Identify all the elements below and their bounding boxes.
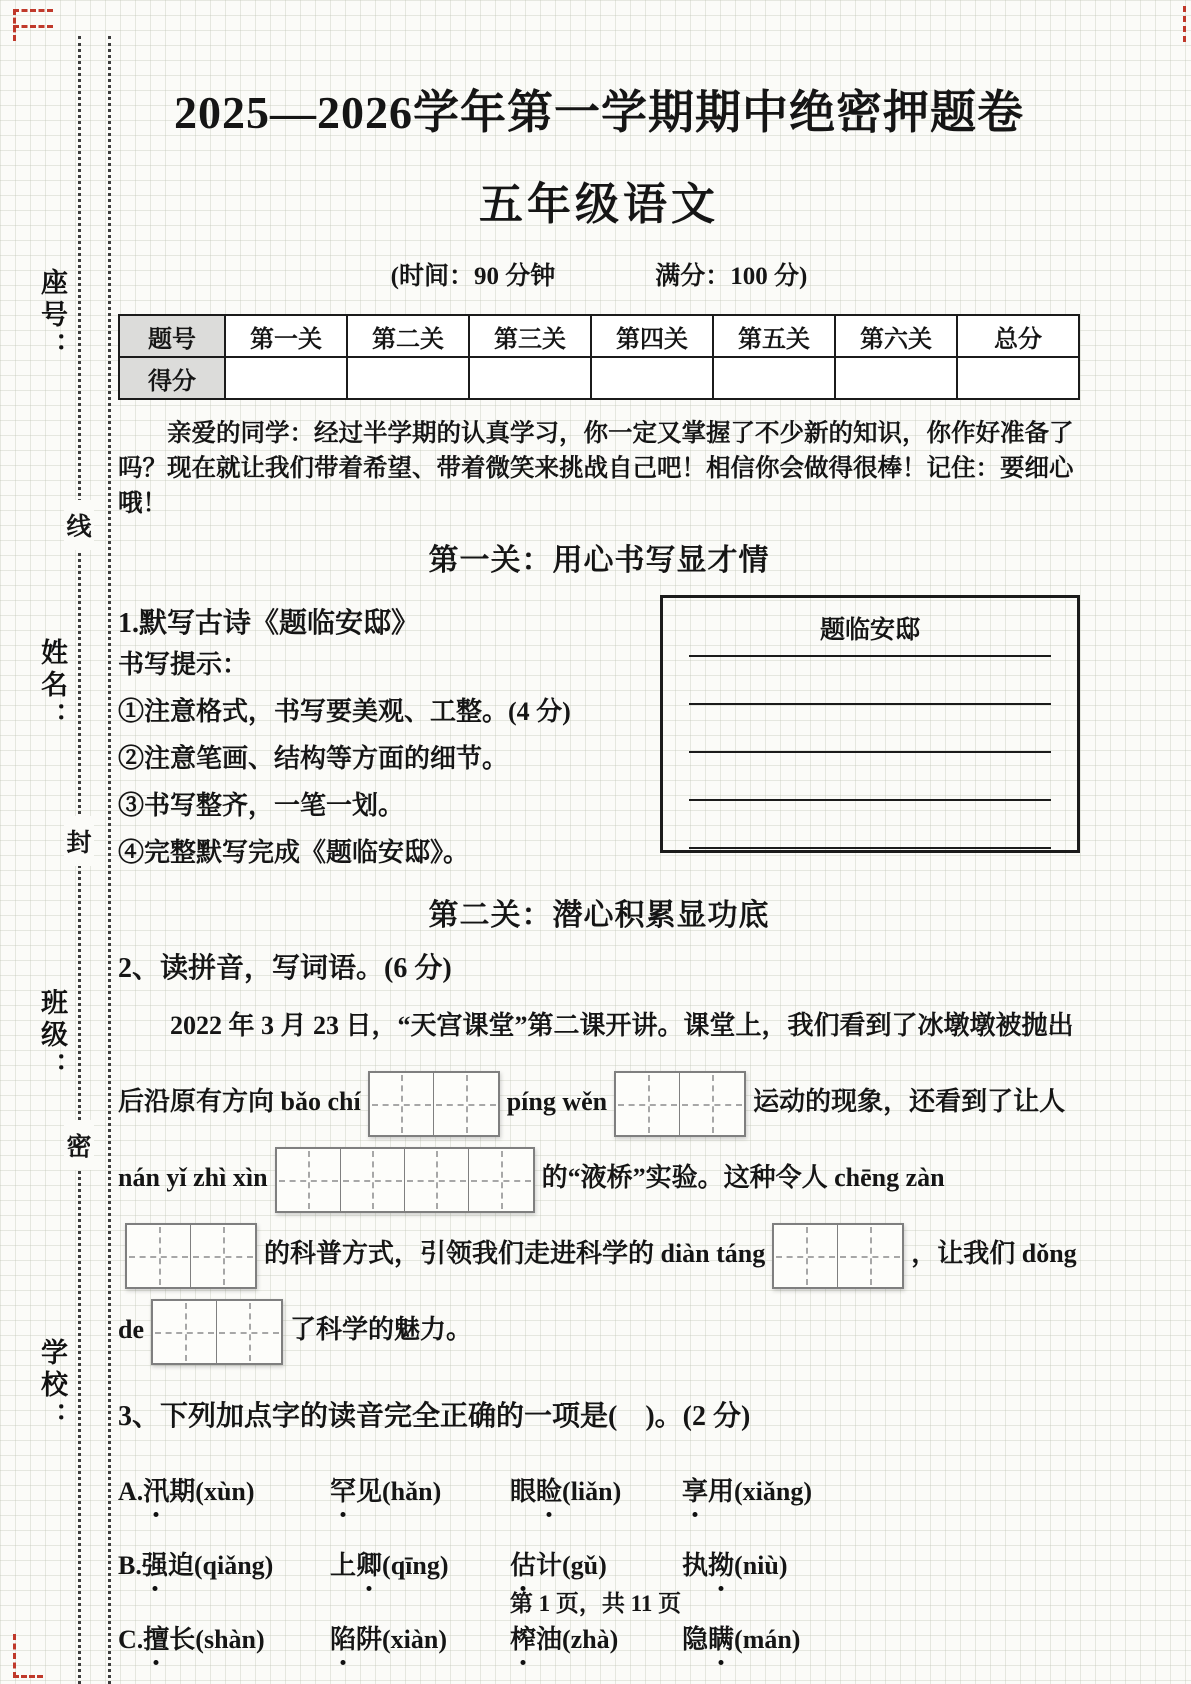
- writing-grid-cell: [370, 1073, 434, 1135]
- score-table-header-cell: 第六关: [835, 315, 957, 357]
- pinyin-answer-box: [614, 1071, 746, 1137]
- q3-item-rest: 见(hǎn): [356, 1477, 442, 1506]
- q1-tip-line: ②注意笔画、结构等方面的细节。: [118, 744, 509, 773]
- q3-emphasized-char: 卿: [356, 1545, 382, 1582]
- q3-title: 3、下列加点字的读音完全正确的一项是( )。(2 分): [118, 1401, 751, 1432]
- q3-item-prefix: C.: [118, 1625, 144, 1654]
- q3-option-item: [510, 1619, 682, 1656]
- q1-tip-line: ①注意格式，书写要美观、工整。(4 分): [118, 697, 571, 726]
- score-table: [118, 314, 1080, 400]
- q3-item-rest: (niù): [734, 1551, 788, 1580]
- q2-title: 2、读拼音，写词语。(6 分): [118, 953, 452, 984]
- q3-emphasized-char: 擅: [143, 1619, 169, 1656]
- q2-paragraph: [118, 988, 1080, 1368]
- score-table-header-cell: 总分: [957, 315, 1079, 357]
- writing-rule-line: [689, 753, 1051, 801]
- q3-emphasized-char: 享: [682, 1471, 708, 1508]
- q3-item-rest: 长(shàn): [169, 1625, 265, 1654]
- q3-option-item: [118, 1545, 330, 1582]
- exam-meta-line: (时间：90 分钟 满分：100 分): [390, 263, 808, 290]
- q2-text-segment: 的“液桥”实验。这种令人 chēng zàn: [541, 1163, 945, 1192]
- score-table-header-cell: 第四关: [591, 315, 713, 357]
- pinyin-answer-box: [772, 1223, 904, 1289]
- q3-option-row: [118, 1619, 1080, 1656]
- q1-tip-line: ④完整默写完成《题临安邸》。: [118, 838, 470, 867]
- q3-option-item: [682, 1471, 812, 1508]
- q3-item-prefix: A.: [118, 1477, 144, 1506]
- intro-paragraph: 亲爱的同学：经过半学期的认真学习，你一定又掌握了不少新的知识，你作好准备了吗？现在就让我们带着希望、带着微笑来挑战自己吧！相信你会做得很棒！记住：要细心哦！: [118, 420, 1074, 517]
- binding-label: 座号：: [37, 268, 67, 364]
- exam-content: [118, 58, 1080, 1656]
- q3-option-item: [682, 1545, 788, 1582]
- q3-option-item: [682, 1619, 800, 1656]
- q3-item-prefix: 上: [330, 1551, 357, 1580]
- q2-text-segment: 了科学的魅力。: [290, 1315, 473, 1344]
- binding-label: 姓名：: [37, 638, 67, 734]
- writing-grid-cell: [277, 1149, 341, 1211]
- seal-line-char: 封: [64, 816, 94, 866]
- seal-line-char: 线: [64, 500, 94, 550]
- score-table-header-cell: 第一关: [225, 315, 347, 357]
- q2-text-segment: 的科普方式，引领我们走进科学的 diàn táng: [264, 1239, 766, 1268]
- writing-grid-cell: [217, 1301, 281, 1363]
- score-empty-cell: [713, 357, 835, 399]
- q3-item-prefix: 隐: [682, 1625, 709, 1654]
- page-footer: 第 1 页，共 11 页: [509, 1591, 682, 1616]
- q3-item-rest: 阱(xiàn): [356, 1625, 448, 1654]
- exam-subtitle: 五年级语文: [479, 180, 719, 229]
- q2-text-segment: ，让我们 dǒng de: [118, 1239, 1077, 1344]
- pinyin-answer-box: [368, 1071, 500, 1137]
- registration-mark: [13, 9, 53, 12]
- section2-heading: 第二关：潜心积累显功底: [428, 899, 770, 932]
- score-empty-cell: [957, 357, 1079, 399]
- q3-item-rest: (liǎn): [562, 1477, 622, 1506]
- q3-option-item: [118, 1619, 330, 1656]
- q3-emphasized-char: 睑: [536, 1471, 562, 1508]
- score-empty-cell: [591, 357, 713, 399]
- registration-mark: [1183, 6, 1186, 42]
- score-empty-cell: [347, 357, 469, 399]
- pinyin-answer-box: [125, 1223, 257, 1289]
- registration-mark: [13, 1675, 43, 1678]
- q3-option-item: [510, 1545, 682, 1582]
- question-1-block: [118, 589, 1080, 876]
- binding-dotted-line: [108, 36, 111, 1684]
- q3-option-item: [330, 1619, 510, 1656]
- q3-emphasized-char: 拗: [708, 1545, 734, 1582]
- q1-left-column: [118, 589, 646, 876]
- score-table-score-row: [119, 357, 1079, 399]
- q3-item-rest: 计(gǔ): [536, 1551, 607, 1580]
- writing-grid-cell: [469, 1149, 533, 1211]
- q1-tips-label: 书写提示：: [118, 650, 249, 679]
- writing-grid-cell: [680, 1073, 744, 1135]
- q3-emphasized-char: 估: [510, 1545, 536, 1582]
- q2-text-segment: 运动的现象，还看到了让人 nán yǐ zhì xìn: [118, 1087, 1066, 1192]
- score-table-header-cell: 题号: [119, 315, 225, 357]
- q3-option-row: [118, 1471, 1080, 1508]
- binding-label: 班级：: [37, 988, 67, 1084]
- q3-emphasized-char: 强: [142, 1545, 168, 1582]
- q3-option-item: [118, 1471, 330, 1508]
- writing-grid-cell: [405, 1149, 469, 1211]
- q3-item-rest: (qīng): [382, 1551, 449, 1580]
- writing-grid-cell: [127, 1225, 191, 1287]
- q3-option-item: [510, 1471, 682, 1508]
- score-table-header-cell: 第三关: [469, 315, 591, 357]
- writing-grid-cell: [191, 1225, 255, 1287]
- q3-option-item: [330, 1471, 510, 1508]
- q3-emphasized-char: 陷: [330, 1619, 356, 1656]
- q1-title: 1.默写古诗《题临安邸》: [118, 608, 420, 639]
- binding-label: 学校：: [37, 1338, 67, 1434]
- writing-grid-cell: [838, 1225, 902, 1287]
- q3-item-prefix: 眼: [510, 1477, 537, 1506]
- writing-grid-cell: [434, 1073, 498, 1135]
- score-empty-cell: [835, 357, 957, 399]
- q3-item-prefix: 执: [682, 1551, 709, 1580]
- registration-mark: [13, 25, 53, 28]
- score-table-header-cell: 第五关: [713, 315, 835, 357]
- registration-mark: [13, 1634, 16, 1678]
- exam-title: 2025—2026学年第一学期期中绝密押题卷: [174, 87, 1024, 138]
- poem-box-title: 题临安邸: [689, 610, 1051, 657]
- seal-line-char: 密: [64, 1120, 94, 1170]
- q3-item-rest: 油(zhà): [536, 1625, 619, 1654]
- q3-emphasized-char: 汛: [143, 1471, 169, 1508]
- score-table-header-cell: 第二关: [347, 315, 469, 357]
- section1-heading: 第一关：用心书写显才情: [428, 544, 770, 577]
- score-empty-cell: [469, 357, 591, 399]
- q3-item-rest: (mán): [734, 1625, 801, 1654]
- writing-grid-cell: [774, 1225, 838, 1287]
- q3-item-rest: 迫(qiǎng): [167, 1551, 274, 1580]
- writing-rule-line: [689, 657, 1051, 705]
- writing-rule-line: [689, 705, 1051, 753]
- score-table-header-row: [119, 315, 1079, 357]
- writing-rule-line: [689, 801, 1051, 849]
- q3-item-rest: 用(xiǎng): [708, 1477, 813, 1506]
- q3-option-row: [118, 1545, 1080, 1582]
- q3-item-prefix: B.: [118, 1551, 142, 1580]
- pinyin-answer-box: [275, 1147, 535, 1213]
- q3-emphasized-char: 罕: [330, 1471, 356, 1508]
- registration-mark: [13, 9, 16, 41]
- writing-grid-cell: [616, 1073, 680, 1135]
- q2-text-segment: 2022 年 3 月 23 日，“天宫课堂”第二课开讲。课堂上，我们看到了冰墩墩被抛出后沿原有方向 bǎo chí: [118, 1011, 1074, 1116]
- score-row-label: 得分: [119, 357, 225, 399]
- writing-grid-cell: [341, 1149, 405, 1211]
- q1-tip-line: ③书写整齐，一笔一划。: [118, 791, 405, 820]
- writing-grid-cell: [153, 1301, 217, 1363]
- score-empty-cell: [225, 357, 347, 399]
- q3-item-rest: 期(xùn): [169, 1477, 255, 1506]
- poem-writing-box: [660, 595, 1080, 853]
- q3-emphasized-char: 榨: [510, 1619, 536, 1656]
- pinyin-answer-box: [151, 1299, 283, 1365]
- q3-options-list: [118, 1471, 1080, 1656]
- q3-option-item: [330, 1545, 510, 1582]
- q1-tips-list: [118, 688, 646, 876]
- q3-emphasized-char: 瞒: [708, 1619, 734, 1656]
- q2-text-segment: píng wěn: [506, 1087, 608, 1116]
